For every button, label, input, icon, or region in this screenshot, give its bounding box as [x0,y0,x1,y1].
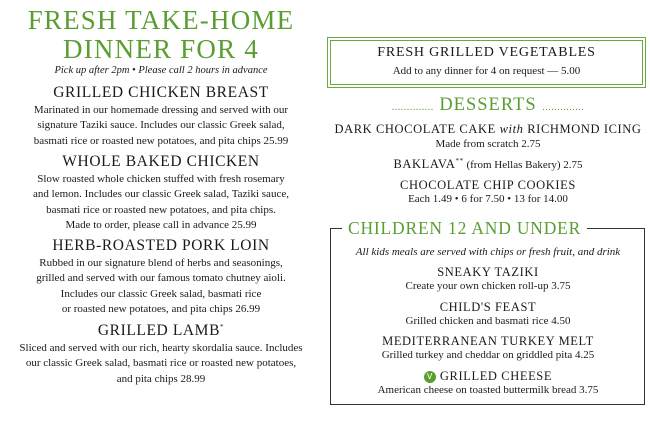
desc-line: basmati rice or roasted new potatoes, and pita chips. [46,203,276,216]
kids-item-desc: American cheese on toasted buttermilk bread 3.75 [377,384,599,396]
dessert-cake-sub: Made from scratch 2.75 [435,138,541,150]
desc-line: Slow roasted whole chicken stuffed with fresh rosemary [37,173,285,185]
desc-line: basmati rice or roasted new potatoes, and pita chips 25.99 [33,134,289,147]
baklava-detail: (from Hellas Bakery) 2.75 [463,159,583,172]
baklava-name: BAKLAVA [393,157,456,172]
dinner-desc-chicken-breast [8,103,314,149]
vegetables-box [330,40,643,85]
kids-item-title: GRILLED CHEESE [439,369,553,383]
dessert-cookies-title: CHOCOLATE CHIP COOKIES [400,178,576,192]
dinner-desc-pork-loin [8,256,314,318]
kids-item-title: MEDITERRANEAN TURKEY MELT [382,334,594,348]
kids-item-desc: Create your own chicken roll-up 3.75 [405,280,571,292]
footnote-mark: * [220,322,225,331]
vegetables-title: FRESH GRILLED VEGETABLES [377,45,596,60]
kids-heading: CHILDREN 12 AND UNDER [342,218,587,239]
desc-line: Sliced and served with our rich, hearty skordalia sauce. Includes [19,342,303,354]
pickup-note: Pick up after 2pm • Please call 2 hours in advance [54,65,268,76]
desc-line: or roasted new potatoes, and pita chips 26.99 [61,303,261,316]
dinner-title-whole-chicken: WHOLE BAKED CHICKEN [62,153,260,170]
dinner-name: GRILLED LAMB [97,322,221,339]
heading-dots-right: .............. [542,102,585,113]
kids-item-title: CHILD'S FEAST [439,300,537,314]
desc-line: Includes our classic Greek salad, basmati rice [60,287,262,300]
dessert-baklava [330,157,646,172]
dinner-desc-lamb [2,341,320,387]
heading-dots-left: .............. [391,102,434,113]
desc-line: Marinated in our homemade dressing and served with our [33,104,289,116]
desc-line: signature Taziki sauce. Includes our classic Greek salad, [37,119,285,132]
kids-item-title: SNEAKY TAZIKI [437,265,539,279]
desc-line: our classic Greek salad, basmati rice or roasted new potatoes, [25,357,297,370]
dessert-cake-title [330,122,646,137]
dinner-title-lamb [0,322,322,340]
desc-line: grilled and served with our famous tomato chutney aioli. [36,272,286,285]
page-title-line2: DINNER FOR 4 [63,34,259,64]
dinner-desc-whole-chicken [8,172,314,234]
desc-line: and lemon. Includes our classic Greek salad, Taziki sauce, [33,188,289,201]
cake-icing: RICHMOND ICING [527,122,642,136]
footnote-mark: ** [455,157,464,165]
kids-item-grilled-cheese [330,369,646,384]
vegetables-subtitle: Add to any dinner for 4 on request — 5.00 [392,65,581,77]
page-title-line1: FRESH TAKE-HOME [27,5,295,35]
dinner-title-pork-loin: HERB-ROASTED PORK LOIN [52,237,270,254]
cake-with: with [499,122,524,136]
desc-line: Made to order, please call in advance 25.99 [65,219,257,232]
desc-line: Rubbed in our signature blend of herbs and seasonings, [39,257,283,269]
kids-note: All kids meals are served with chips or fresh fruit, and drink [355,246,621,258]
desserts-heading [330,95,646,116]
kids-item-desc: Grilled turkey and cheddar on griddled pita 4.25 [381,349,595,361]
dinner-title-chicken-breast: GRILLED CHICKEN BREAST [53,84,269,101]
cake-name: DARK CHOCOLATE CAKE [334,122,496,136]
kids-item-desc: Grilled chicken and basmati rice 4.50 [405,315,571,327]
dessert-cookies-sub: Each 1.49 • 6 for 7.50 • 13 for 14.00 [408,193,568,205]
vegetarian-icon: V [424,371,436,383]
desc-line: and pita chips 28.99 [116,372,206,385]
desserts-heading-text: DESSERTS [439,95,537,115]
